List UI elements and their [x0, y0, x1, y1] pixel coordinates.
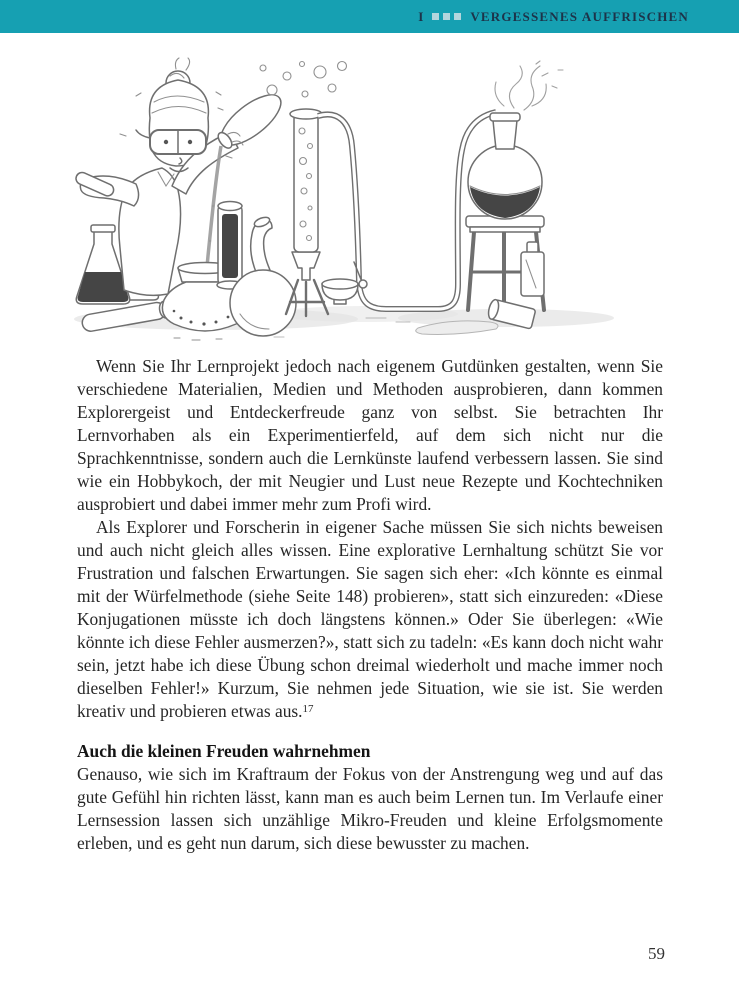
chapter-header-bar	[0, 0, 739, 33]
paragraph: Wenn Sie Ihr Lernprojekt jedoch nach eigenem Gutdünken gestalten, wenn Sie verschiedene Materialien, Medien und Methoden ausprobieren, dann kommen Explorergeist und Entdeckerfreude ganz von selbst. Sie betrachten Ihr Lernvorhaben als ein Experimentierfeld, auf dem sich nicht nur die Sprachkenntnisse, sondern auch die Lernkünste laufend verbessern lassen. Sie sind wie ein Hobbykoch, der mit Neugier und Lust neue Rezepte und Kochtechniken ausprobiert und dabei immer mehr zum Profi wird.	[77, 356, 663, 514]
paragraph: Genauso, wie sich im Kraftraum der Fokus von der Anstrengung weg und auf das gute Gefühl hin richten lässt, kann man es auch beim Lernen tun. Im Verlaufe einer Lernsession lassen sich unzählige Mikro-Freuden und kleine Erfolgsmomente erleben, und es geht nun darum, sich diese bewusster zu machen.	[77, 764, 663, 853]
bottle-icon	[521, 242, 544, 296]
section-number: I	[418, 8, 425, 24]
chapter-header	[418, 9, 689, 25]
section-level-square-icon	[443, 13, 450, 20]
paragraph-text: Als Explorer und Forscherin in eigener Sache müssen Sie sich nichts beweisen und auch nicht gleich alles wissen. Eine explorative Lernhaltung schützt Sie vor Frustration und falschen Erwartungen. Sie sagen sich eher: «Ich könnte es einmal mit der Würfelmethode (siehe Seite 148) probieren», statt sich einzureden: «Diese Konjugationen müsste ich doch längstens können.» Oder Sie überlegen: «Wie könnte ich diese Fehler ausmerzen?», statt sich zu tadeln: «Es kann doch nicht wahr sein, jetzt habe ich diese Übung schon dreimal wiederholt und mache immer noch dieselben Fehler!» Kurzum, Sie nehmen jede Situation, wie sie ist. Sie werden kreativ und probieren etwas aus.	[77, 517, 663, 721]
section-level-square-icon	[454, 13, 461, 20]
paragraph	[77, 516, 663, 723]
footnote-marker: 17	[302, 703, 314, 715]
bubbles-icon	[260, 62, 347, 98]
chapter-title: VERGESSENES AUFFRISCHEN	[470, 8, 689, 24]
body-text	[77, 355, 663, 855]
page-number: 59	[648, 944, 665, 963]
chemistry-lab-illustration	[66, 56, 626, 346]
section-level-square-icon	[432, 13, 439, 20]
smoking-flask-icon	[468, 61, 563, 219]
test-tube-icon	[217, 202, 243, 290]
section-subheading: Auch die kleinen Freuden wahrnehmen	[77, 741, 371, 761]
chemistry-lab-sketch-icon	[66, 56, 626, 346]
smoke-icon	[495, 61, 563, 110]
section-squares	[432, 13, 465, 20]
